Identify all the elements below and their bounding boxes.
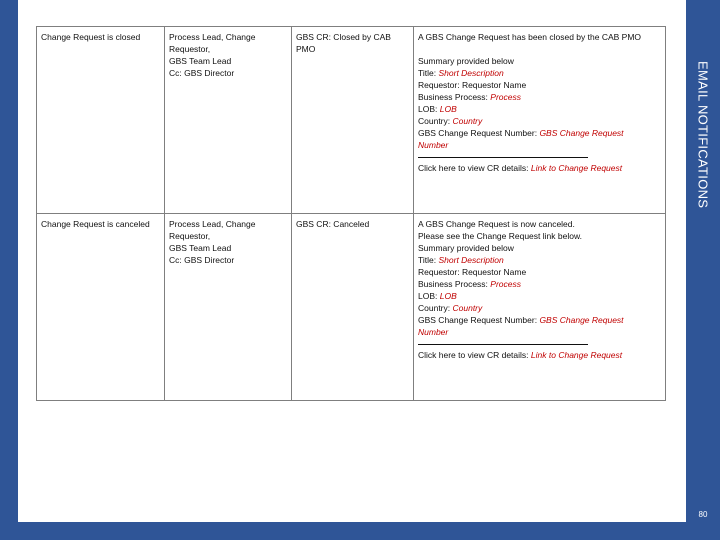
process-line bbox=[418, 278, 661, 290]
table-row bbox=[37, 27, 666, 214]
recipient-line: GBS Team Lead bbox=[169, 243, 232, 253]
country-value: Country bbox=[452, 303, 483, 313]
lob-label: LOB: bbox=[418, 104, 438, 114]
subject-cell bbox=[292, 214, 414, 401]
number-value: GBS Change Request bbox=[539, 128, 624, 138]
subject-text: GBS CR: Canceled bbox=[296, 219, 370, 229]
intro-line: Please see the Change Request link below. bbox=[418, 231, 582, 241]
recipient-line: GBS Team Lead bbox=[169, 56, 232, 66]
table-row bbox=[37, 214, 666, 401]
country-line bbox=[418, 115, 661, 127]
recipient-line: Process Lead, Change bbox=[169, 219, 256, 229]
process-label: Business Process: bbox=[418, 92, 488, 102]
number-label: GBS Change Request Number: bbox=[418, 128, 538, 138]
recipient-line: Cc: GBS Director bbox=[169, 68, 235, 78]
requestor-line: Requestor: Requestor Name bbox=[418, 80, 527, 90]
requestor-line: Requestor: Requestor Name bbox=[418, 267, 527, 277]
number-value-continued: Number bbox=[418, 327, 449, 337]
subject-text: GBS CR: Closed by CAB PMO bbox=[296, 32, 391, 54]
change-request-link[interactable]: Link to Change Request bbox=[530, 163, 623, 173]
title-label: Title: bbox=[418, 255, 437, 265]
subject-cell bbox=[292, 27, 414, 214]
number-line bbox=[418, 314, 661, 326]
event-text: Change Request is canceled bbox=[41, 219, 150, 229]
number-value: GBS Change Request bbox=[539, 315, 624, 325]
change-request-link[interactable]: Link to Change Request bbox=[530, 350, 623, 360]
number-line bbox=[418, 127, 661, 139]
link-label: Click here to view CR details: bbox=[418, 163, 529, 173]
recipient-line: Requestor, bbox=[169, 44, 211, 54]
lob-value: LOB bbox=[439, 291, 457, 301]
summary-line: Summary provided below bbox=[418, 243, 514, 253]
title-line bbox=[418, 67, 661, 79]
summary-line: Summary provided below bbox=[418, 56, 514, 66]
process-value: Process bbox=[490, 279, 522, 289]
frame-bottom-bar bbox=[0, 522, 720, 540]
side-title bbox=[686, 0, 720, 270]
intro-line: A GBS Change Request is now canceled. bbox=[418, 219, 575, 229]
title-label: Title: bbox=[418, 68, 437, 78]
lob-line bbox=[418, 103, 661, 115]
recipient-line: Requestor, bbox=[169, 231, 211, 241]
number-label: GBS Change Request Number: bbox=[418, 315, 538, 325]
lob-value: LOB bbox=[439, 104, 457, 114]
message-cell bbox=[414, 27, 666, 214]
event-text: Change Request is closed bbox=[41, 32, 141, 42]
event-cell bbox=[37, 214, 165, 401]
notifications-table bbox=[36, 26, 666, 401]
intro-line: A GBS Change Request has been closed by the CAB PMO bbox=[418, 32, 642, 42]
number-value-continued: Number bbox=[418, 140, 449, 150]
event-cell bbox=[37, 27, 165, 214]
divider bbox=[418, 151, 588, 158]
recipients-cell bbox=[165, 27, 292, 214]
link-line bbox=[418, 349, 661, 361]
page-number: 80 bbox=[698, 510, 708, 519]
link-line bbox=[418, 162, 661, 174]
country-label: Country: bbox=[418, 116, 451, 126]
divider bbox=[418, 338, 588, 345]
side-title-text: EMAIL NOTIFICATIONS bbox=[695, 61, 711, 209]
process-label: Business Process: bbox=[418, 279, 488, 289]
recipient-line: Cc: GBS Director bbox=[169, 255, 235, 265]
recipients-cell bbox=[165, 214, 292, 401]
lob-line bbox=[418, 290, 661, 302]
title-line bbox=[418, 254, 661, 266]
link-label: Click here to view CR details: bbox=[418, 350, 529, 360]
title-value: Short Description bbox=[438, 255, 504, 265]
process-value: Process bbox=[490, 92, 522, 102]
frame-left-bar bbox=[0, 0, 18, 540]
process-line bbox=[418, 91, 661, 103]
country-label: Country: bbox=[418, 303, 451, 313]
title-value: Short Description bbox=[438, 68, 504, 78]
recipient-line: Process Lead, Change bbox=[169, 32, 256, 42]
country-value: Country bbox=[452, 116, 483, 126]
country-line bbox=[418, 302, 661, 314]
lob-label: LOB: bbox=[418, 291, 438, 301]
message-cell bbox=[414, 214, 666, 401]
